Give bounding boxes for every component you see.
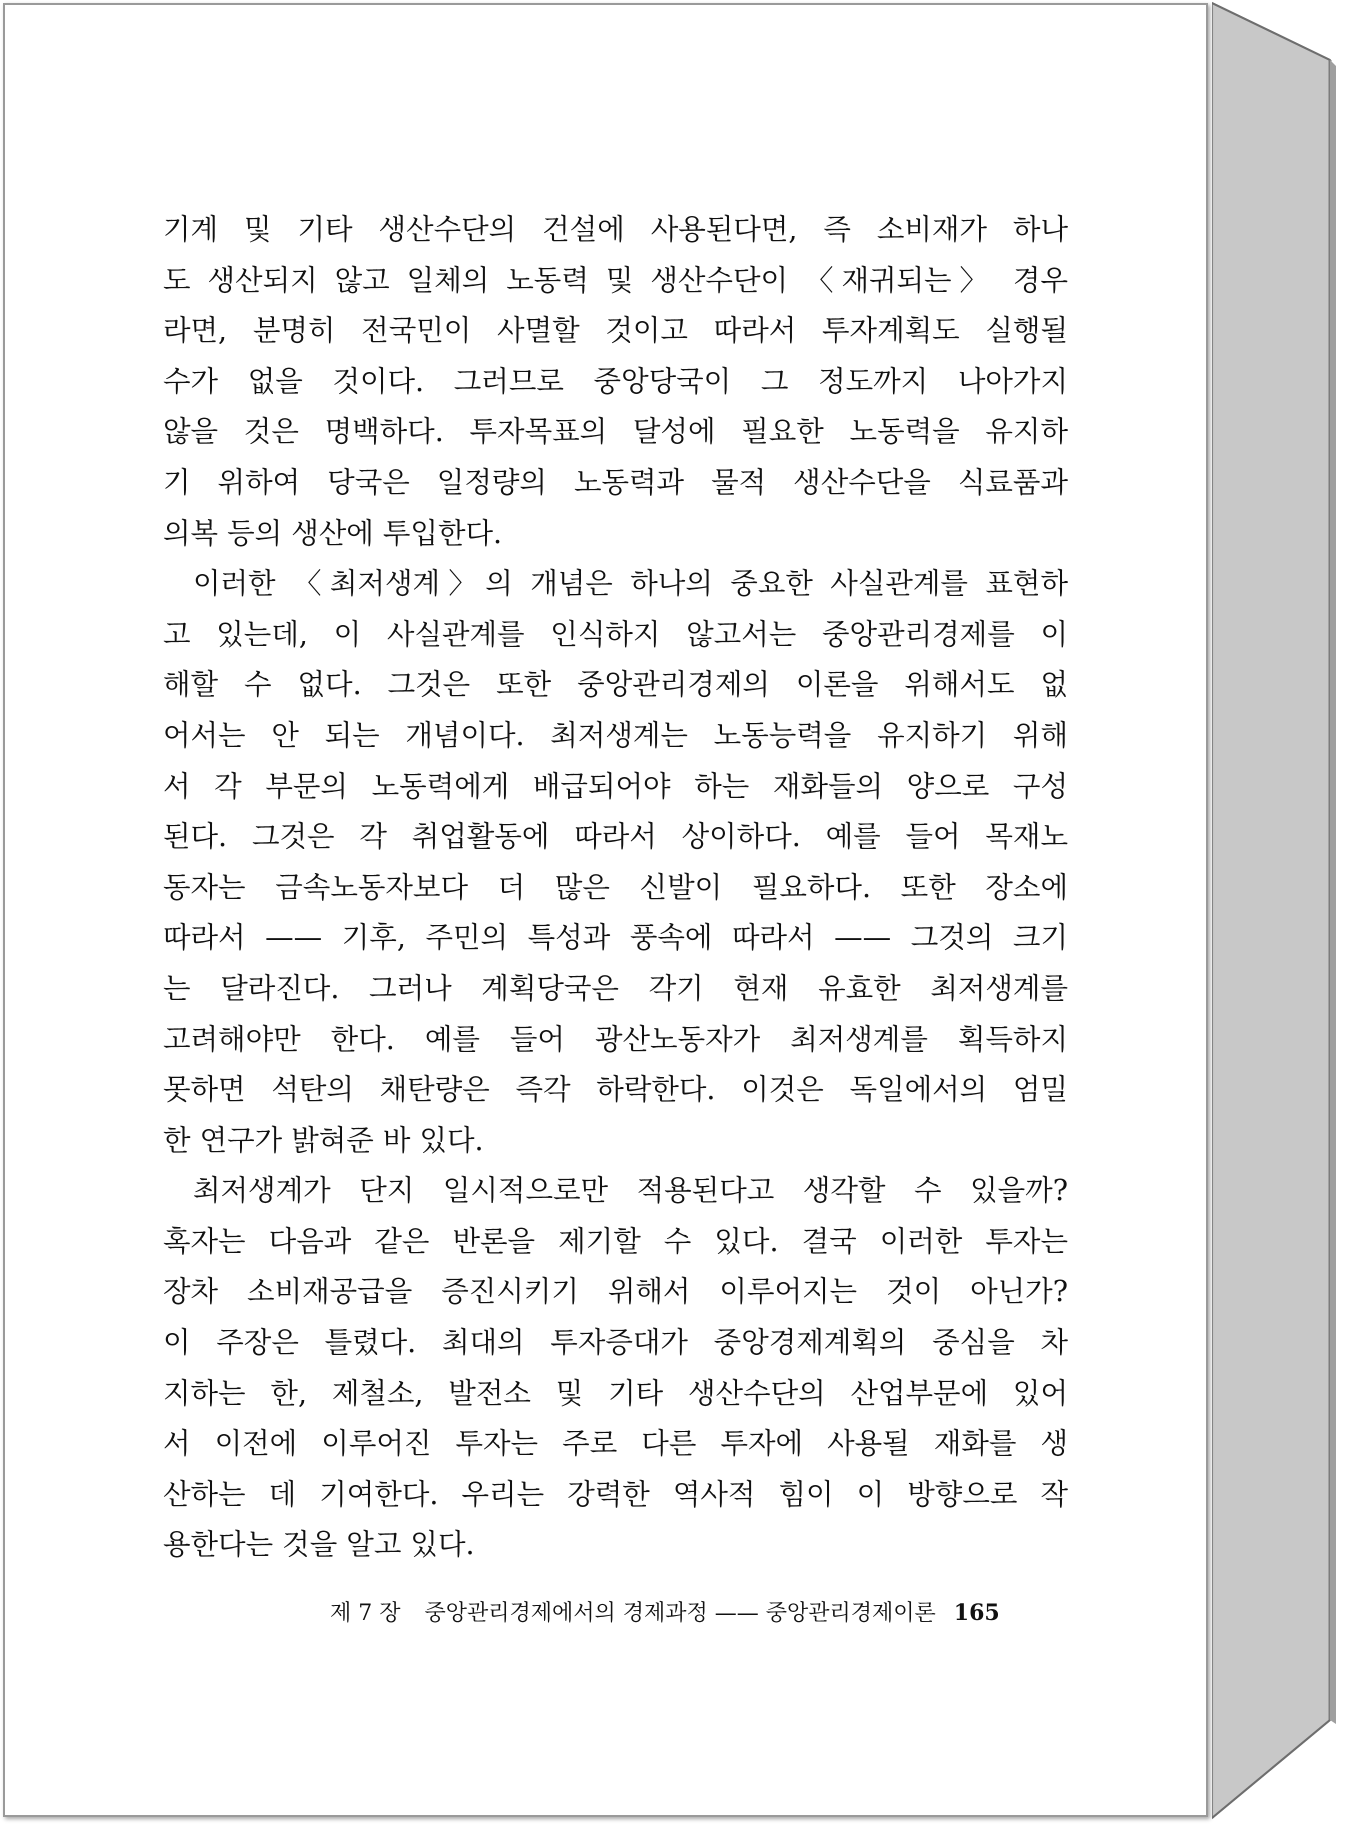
text-line: 의복 등의 생산에 투입한다.	[163, 516, 503, 550]
text-line: 못하면 석탄의 채탄량은 즉각 하락한다. 이것은 독일에서의 엄밀	[163, 1073, 1068, 1107]
text-line: 도 생산되지 않고 일체의 노동력 및 생산수단이 〈재귀되는〉 경우	[163, 263, 1068, 297]
paragraph-3	[163, 1166, 1068, 1571]
text-line: 이 주장은 틀렸다. 최대의 투자증대가 중앙경제계획의 중심을 차	[163, 1326, 1068, 1360]
paragraph-2	[163, 559, 1068, 1166]
text-line: 한 연구가 밝혀준 바 있다.	[163, 1123, 484, 1157]
text-line: 산하는 데 기여한다. 우리는 강력한 역사적 힘이 이 방향으로 작	[163, 1477, 1068, 1511]
text-line: 용한다는 것을 알고 있다.	[163, 1528, 475, 1562]
text-line: 장차 소비재공급을 증진시키기 위해서 이루어지는 것이 아닌가?	[163, 1275, 1068, 1309]
paragraph-1	[163, 205, 1068, 559]
text-line: 서 이전에 이루어진 투자는 주로 다른 투자에 사용될 재화를 생	[163, 1427, 1068, 1461]
footer-chapter: 제 7 장	[330, 1601, 401, 1626]
footer-title: 중앙관리경제에서의 경제과정 —— 중앙관리경제이론	[424, 1601, 936, 1626]
text-line: 고 있는데, 이 사실관계를 인식하지 않고서는 중앙관리경제를 이	[163, 617, 1068, 651]
text-line: 는 달라진다. 그러나 계획당국은 각기 현재 유효한 최저생계를	[163, 971, 1068, 1005]
text-line: 이러한 〈최저생계〉의 개념은 하나의 중요한 사실관계를 표현하	[193, 567, 1068, 601]
text-line: 수가 없을 것이다. 그러므로 중앙당국이 그 정도까지 나아가지	[163, 364, 1068, 398]
text-line: 된다. 그것은 각 취업활동에 따라서 상이하다. 예를 들어 목재노	[163, 820, 1068, 854]
text-line: 고려해야만 한다. 예를 들어 광산노동자가 최저생계를 획득하지	[163, 1022, 1068, 1056]
text-line: 따라서 —— 기후, 주민의 특성과 풍속에 따라서 —— 그것의 크기	[163, 921, 1068, 955]
text-line: 최저생계가 단지 일시적으로만 적용된다고 생각할 수 있을까?	[193, 1174, 1068, 1208]
page-footer	[330, 1596, 1042, 1627]
text-line: 라면, 분명히 전국민이 사멸할 것이고 따라서 투자계획도 실행될	[163, 314, 1068, 348]
text-line: 지하는 한, 제철소, 발전소 및 기타 생산수단의 산업부문에 있어	[163, 1376, 1068, 1410]
text-line: 않을 것은 명백하다. 투자목표의 달성에 필요한 노동력을 유지하	[163, 415, 1068, 449]
page-body-text	[163, 205, 1068, 1571]
text-line: 해할 수 없다. 그것은 또한 중앙관리경제의 이론을 위해서도 없	[163, 668, 1068, 702]
text-line: 기 위하여 당국은 일정량의 노동력과 물적 생산수단을 식료품과	[163, 465, 1068, 499]
text-line: 기계 및 기타 생산수단의 건설에 사용된다면, 즉 소비재가 하나	[163, 213, 1068, 246]
text-line: 동자는 금속노동자보다 더 많은 신발이 필요하다. 또한 장소에	[163, 870, 1068, 904]
text-line: 혹자는 다음과 같은 반론을 제기할 수 있다. 결국 이러한 투자는	[163, 1224, 1068, 1258]
text-line: 어서는 안 되는 개념이다. 최저생계는 노동능력을 유지하기 위해	[163, 718, 1068, 752]
book-page-stack-edge	[1212, 0, 1368, 1824]
text-line: 서 각 부문의 노동력에게 배급되어야 하는 재화들의 양으로 구성	[163, 769, 1068, 803]
page-number: 165	[953, 1600, 1000, 1626]
